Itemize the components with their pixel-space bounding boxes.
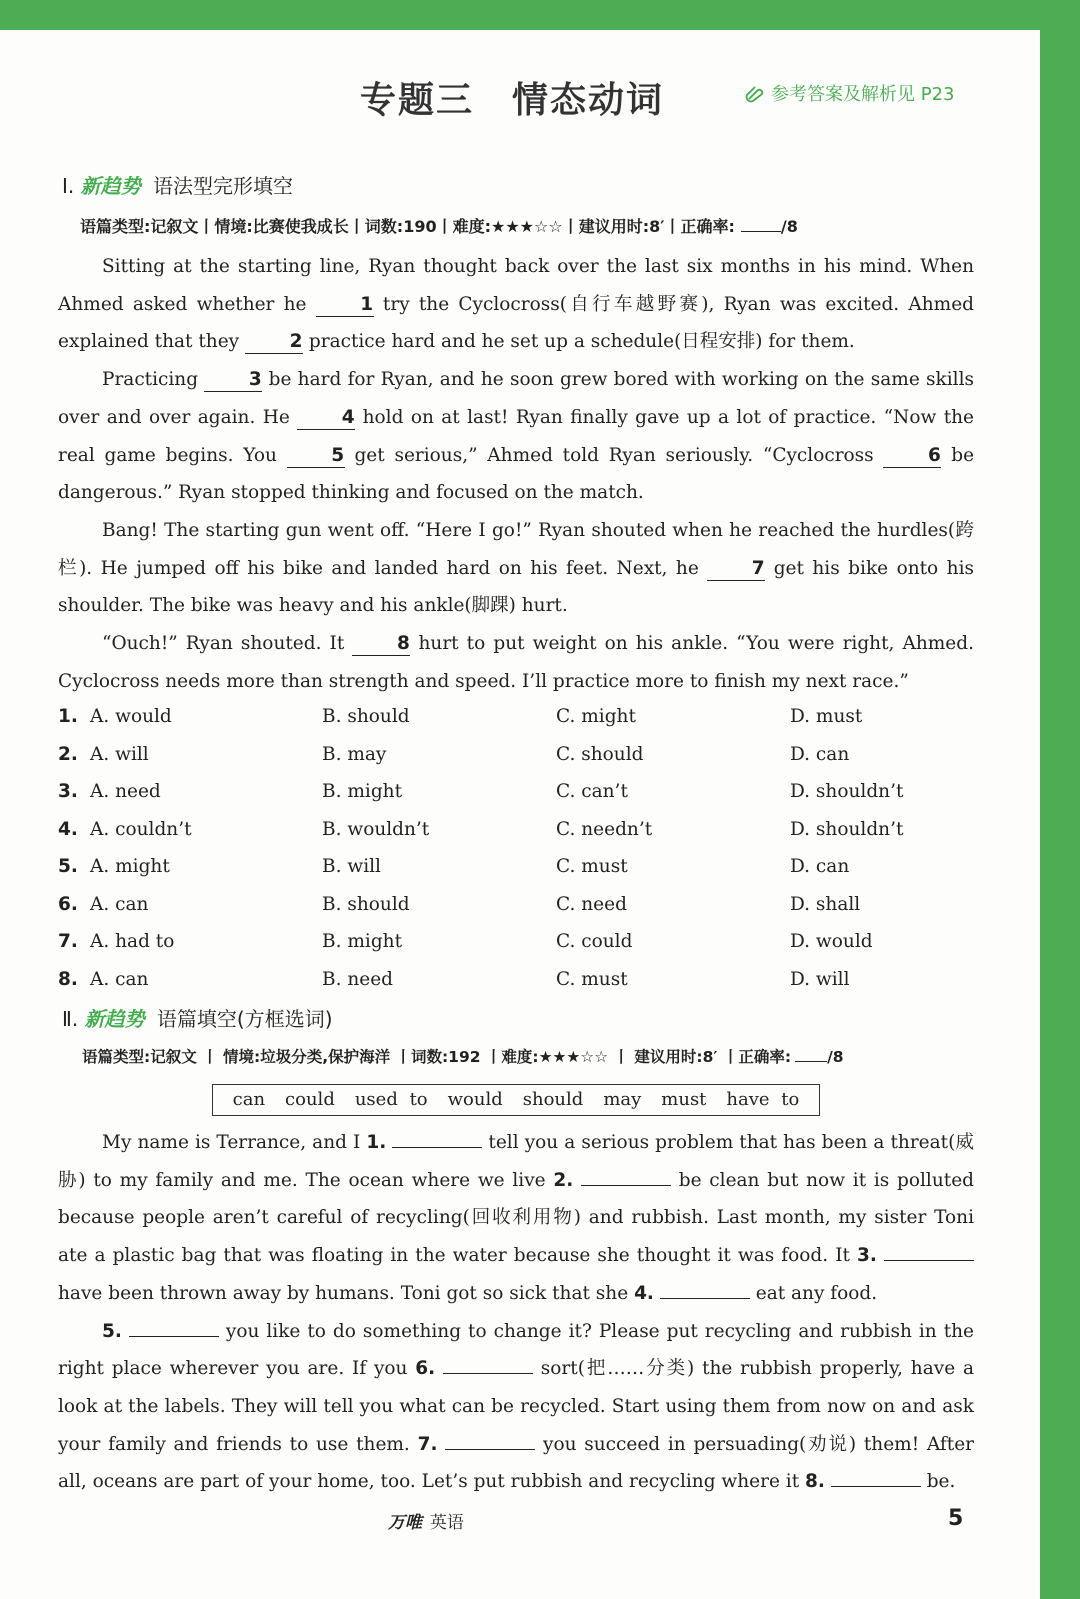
section-1-meta-text: 语篇类型:记叙文丨情境:比赛使我成长丨词数:190丨难度:★★★☆☆丨建议用时:8′丨正确率: <box>80 217 735 236</box>
option-d[interactable]: D. must <box>790 706 863 727</box>
option-a[interactable]: A. couldn’t <box>90 818 192 840</box>
text: Practicing <box>102 369 205 391</box>
section-2-heading <box>62 1003 333 1032</box>
section-1-score-total: /8 <box>780 217 798 236</box>
option-d[interactable]: D. shouldn’t <box>790 818 904 840</box>
option-a[interactable]: A. would <box>90 706 172 727</box>
passage-1-paragraph <box>58 361 974 512</box>
word-option: have to <box>726 1089 800 1110</box>
brand-logo: 万唯 <box>388 1513 422 1533</box>
text: Bang! The starting gun went off. “Here I go!” Ryan shouted when he reached the hurdles(跨栏). He jumped off his bike and landed hard on his feet. Next, he <box>58 519 974 579</box>
answer-reference <box>745 80 954 106</box>
option-b[interactable]: B. need <box>322 968 394 990</box>
passage-1 <box>58 248 974 700</box>
option-c[interactable]: C. must <box>556 968 628 990</box>
passage-2 <box>58 1124 974 1501</box>
option-b[interactable]: B. should <box>322 893 410 915</box>
word-option: could <box>285 1089 335 1110</box>
text: hurt to put weight on his ankle. “You were right, Ahmed. Cyclocross needs more than strength and speed. I’ll practice more to finish my next race.” <box>58 633 974 692</box>
text: have been thrown away by humans. Toni got so sick that she <box>58 1282 635 1304</box>
text: get his bike onto his shoulder. The bike was heavy and his ankle(脚踝) hurt. <box>58 557 974 617</box>
question-number: 1. <box>58 706 78 727</box>
text: be clean but now it is polluted because people aren’t careful of recycling(回收利用物) and rubbish. Last month, my sister Toni ate a plastic bag that was floating in the water because she thought it was food. It <box>58 1169 974 1267</box>
option-row <box>58 736 978 774</box>
paperclip-icon <box>745 85 765 103</box>
option-b[interactable]: B. wouldn’t <box>322 818 430 840</box>
text: be. <box>920 1471 956 1493</box>
text: Sitting at the starting line, Ryan thought back over the last six months in his mind. When Ahmed asked whether he <box>58 256 974 315</box>
answer-reference-text: 参考答案及解析见 P23 <box>771 84 955 105</box>
passage-1-paragraph <box>58 248 974 361</box>
fill-blank-5[interactable] <box>129 1336 219 1337</box>
text: eat any food. <box>749 1282 878 1304</box>
section-2-meta <box>82 1045 844 1067</box>
question-number: 7. <box>58 931 78 952</box>
fill-blank-4[interactable] <box>660 1298 750 1299</box>
section-2-name: 语篇填空(方框选词) <box>156 1007 333 1031</box>
fill-blank-2[interactable] <box>581 1185 671 1186</box>
option-row <box>58 698 978 736</box>
blank-number: 8. <box>805 1471 825 1493</box>
page-title: 专题三 情态动词 <box>360 80 665 121</box>
option-c[interactable]: C. could <box>556 931 633 952</box>
option-c[interactable]: C. might <box>556 706 636 727</box>
question-number: 6. <box>58 893 78 915</box>
option-c[interactable]: C. must <box>556 856 628 877</box>
option-row <box>58 811 978 849</box>
option-row <box>58 961 978 999</box>
footer-brand <box>388 1508 464 1533</box>
option-b[interactable]: B. might <box>322 781 403 802</box>
section-1-name: 语法型完形填空 <box>152 174 293 198</box>
option-c[interactable]: C. should <box>556 743 644 765</box>
option-d[interactable]: D. will <box>790 968 850 990</box>
option-a[interactable]: A. need <box>90 781 161 802</box>
blank-number: 4. <box>634 1282 654 1304</box>
option-d[interactable]: D. would <box>790 931 873 952</box>
word-option: would <box>447 1089 503 1110</box>
option-d[interactable]: D. shall <box>790 893 861 915</box>
option-row <box>58 773 978 811</box>
blank-7[interactable]: 7 <box>707 558 765 581</box>
option-b[interactable]: B. may <box>322 743 387 765</box>
text: be hard for Ryan, and he soon grew bored with working on the same skills over and over again. He <box>58 369 975 428</box>
word-option: used to <box>354 1089 428 1110</box>
option-c[interactable]: C. need <box>556 893 627 915</box>
option-a[interactable]: A. had to <box>90 931 175 952</box>
blank-number: 2. <box>553 1169 574 1191</box>
option-d[interactable]: D. shouldn’t <box>790 781 904 802</box>
option-b[interactable]: B. should <box>322 706 410 727</box>
text: tell you a serious problem that has been a threat(威胁) to my family and me. The ocean where we live <box>58 1132 974 1191</box>
blank-number: 1. <box>366 1132 387 1153</box>
question-number: 4. <box>58 818 78 840</box>
subject-label: 英语 <box>429 1513 464 1533</box>
word-option: should <box>522 1089 584 1110</box>
text: you like to do something to change it? Please put recycling and rubbish in the right place wherever you are. If you <box>58 1320 974 1380</box>
option-c[interactable]: C. can’t <box>556 781 628 802</box>
word-box <box>212 1084 820 1116</box>
option-a[interactable]: A. will <box>90 743 149 765</box>
question-number: 8. <box>58 968 78 990</box>
blank-2[interactable]: 2 <box>245 331 303 354</box>
text: practice hard and he set up a schedule(日程安排) for them. <box>303 331 855 353</box>
option-a[interactable]: A. can <box>90 968 149 990</box>
text: get serious,” Ahmed told Ryan seriously. “Cyclocross <box>344 444 884 466</box>
option-a[interactable]: A. can <box>90 893 149 915</box>
section-2-meta-text: 语篇类型:记叙文 丨 情境:垃圾分类,保护海洋 丨词数:192 丨难度:★★★☆☆ 丨 建议用时:8′ 丨正确率: <box>82 1048 792 1066</box>
blank-1[interactable]: 1 <box>316 294 374 317</box>
section-2-score-total: /8 <box>827 1048 844 1066</box>
blank-3[interactable]: 3 <box>204 369 262 392</box>
passage-1-paragraph <box>58 512 974 625</box>
blank-number: 7. <box>417 1433 438 1455</box>
blank-4[interactable]: 4 <box>297 407 355 430</box>
blank-number: 3. <box>857 1245 877 1267</box>
text: sort(把……分类) the rubbish properly, have a look at the labels. They will tell you what can be recycled. Start using them from now on and ask your family and friends to use them. <box>58 1358 974 1455</box>
word-option: can <box>232 1089 266 1110</box>
word-option: must <box>661 1089 707 1110</box>
option-b[interactable]: B. might <box>322 931 403 952</box>
option-a[interactable]: A. might <box>90 856 170 877</box>
blank-number: 6. <box>415 1358 436 1380</box>
option-d[interactable]: D. can <box>790 856 850 877</box>
blank-number: 5. <box>102 1320 122 1342</box>
text: “Ouch!” Ryan shouted. It <box>102 633 353 655</box>
text: you succeed in persuading(劝说) them! After all, oceans are part of your home, too. Let’s put rubbish and recycling where it <box>58 1433 974 1493</box>
fill-blank-1[interactable] <box>392 1147 482 1148</box>
passage-2-paragraph <box>58 1124 974 1313</box>
question-number: 3. <box>58 781 78 802</box>
section-2-trend-tag: 新趋势 <box>84 1007 145 1031</box>
blank-5[interactable]: 5 <box>287 445 345 468</box>
option-row <box>58 886 978 924</box>
blank-8[interactable]: 8 <box>352 633 410 656</box>
word-option: may <box>603 1089 642 1110</box>
section-1-heading <box>62 170 293 199</box>
text: be dangerous.” Ryan stopped thinking and focused on the match. <box>58 444 975 504</box>
blank-6[interactable]: 6 <box>883 445 941 468</box>
option-b[interactable]: B. will <box>322 856 381 877</box>
section-1-meta <box>80 214 798 237</box>
fill-blank-8[interactable] <box>831 1486 921 1487</box>
section-1-trend-tag: 新趋势 <box>80 174 141 198</box>
section-1-number: Ⅰ. <box>62 174 75 198</box>
text: My name is Terrance, and I <box>102 1132 367 1153</box>
option-row <box>58 923 978 961</box>
options-list <box>58 698 978 998</box>
passage-1-paragraph <box>58 625 974 700</box>
text: hold on at last! Ryan finally gave up a lot of practice. “Now the real game begins. You <box>58 406 974 466</box>
option-d[interactable]: D. can <box>790 743 850 765</box>
section-2-number: Ⅱ. <box>62 1007 79 1031</box>
passage-2-paragraph <box>58 1313 974 1502</box>
fill-blank-7[interactable] <box>445 1449 535 1450</box>
page-number: 5 <box>948 1506 964 1531</box>
option-row <box>58 848 978 886</box>
question-number: 2. <box>58 743 78 765</box>
fill-blank-6[interactable] <box>443 1373 533 1374</box>
fill-blank-3[interactable] <box>884 1260 974 1261</box>
text: try the Cyclocross(自行车越野赛), Ryan was excited. Ahmed explained that they <box>58 293 974 353</box>
question-number: 5. <box>58 856 78 877</box>
option-c[interactable]: C. needn’t <box>556 818 653 840</box>
